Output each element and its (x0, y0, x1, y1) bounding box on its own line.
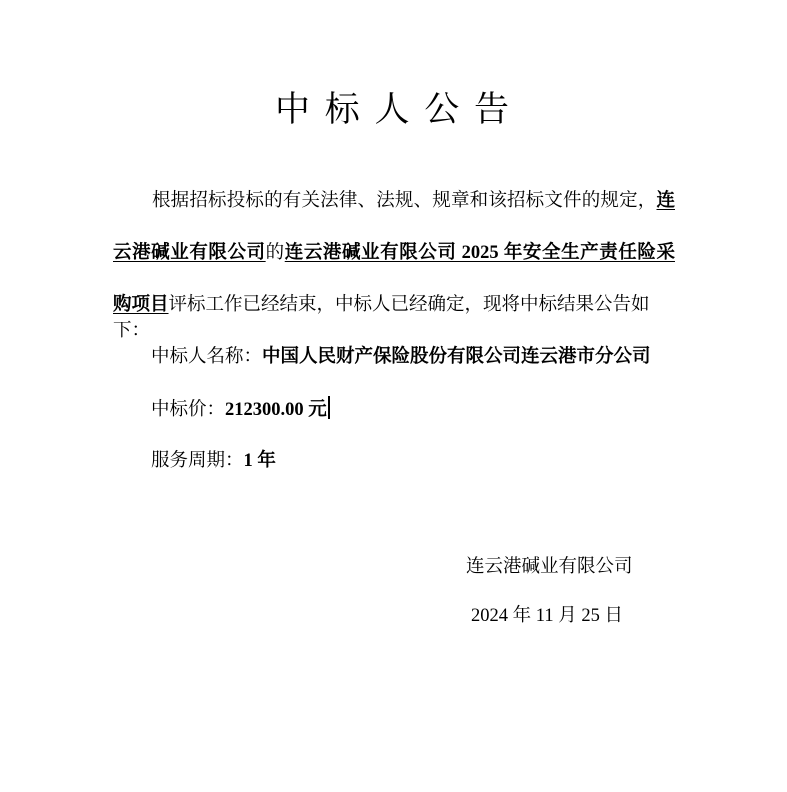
winner-name-label: 中标人名称： (151, 347, 263, 367)
text-run-bold-underline: 云港碱业有限公司 (113, 243, 266, 263)
bid-price-value: 212300.00 元 (225, 400, 327, 420)
text-run-bold-underline: 连云港碱业有限公司 2025 年安全生产责任险采 (284, 243, 675, 263)
text-run-bold-underline: 购项目 (113, 295, 169, 315)
winner-name-line (113, 344, 675, 370)
signature-company: 连云港碱业有限公司 (466, 557, 633, 577)
service-period-value: 1 年 (243, 451, 276, 471)
bid-price-label: 中标价： (151, 400, 226, 420)
text-cursor (328, 396, 330, 419)
signature-date: 2024 年 11 月 25 日 (471, 606, 623, 626)
service-period-label: 服务周期： (151, 451, 244, 471)
bid-price-line (113, 396, 675, 423)
paragraph-line-1 (113, 188, 675, 214)
paragraph-line-3 (113, 292, 675, 344)
text-run-regular: 的 (265, 243, 285, 263)
paragraph-line-2 (113, 240, 675, 266)
service-period-line (113, 448, 675, 474)
winner-name-value: 中国人民财产保险股份有限公司连云港市分公司 (262, 347, 651, 367)
text-run-regular: 评标工作已经结束，中标人已经确定，现将中标结果公告如下： (113, 295, 650, 341)
text-run-bold-underline: 连 (656, 191, 675, 211)
text-run-regular: 根据招标投标的有关法律、法规、规章和该招标文件的规定， (152, 191, 657, 211)
document-title: 中 标 人 公 告 (274, 90, 512, 129)
